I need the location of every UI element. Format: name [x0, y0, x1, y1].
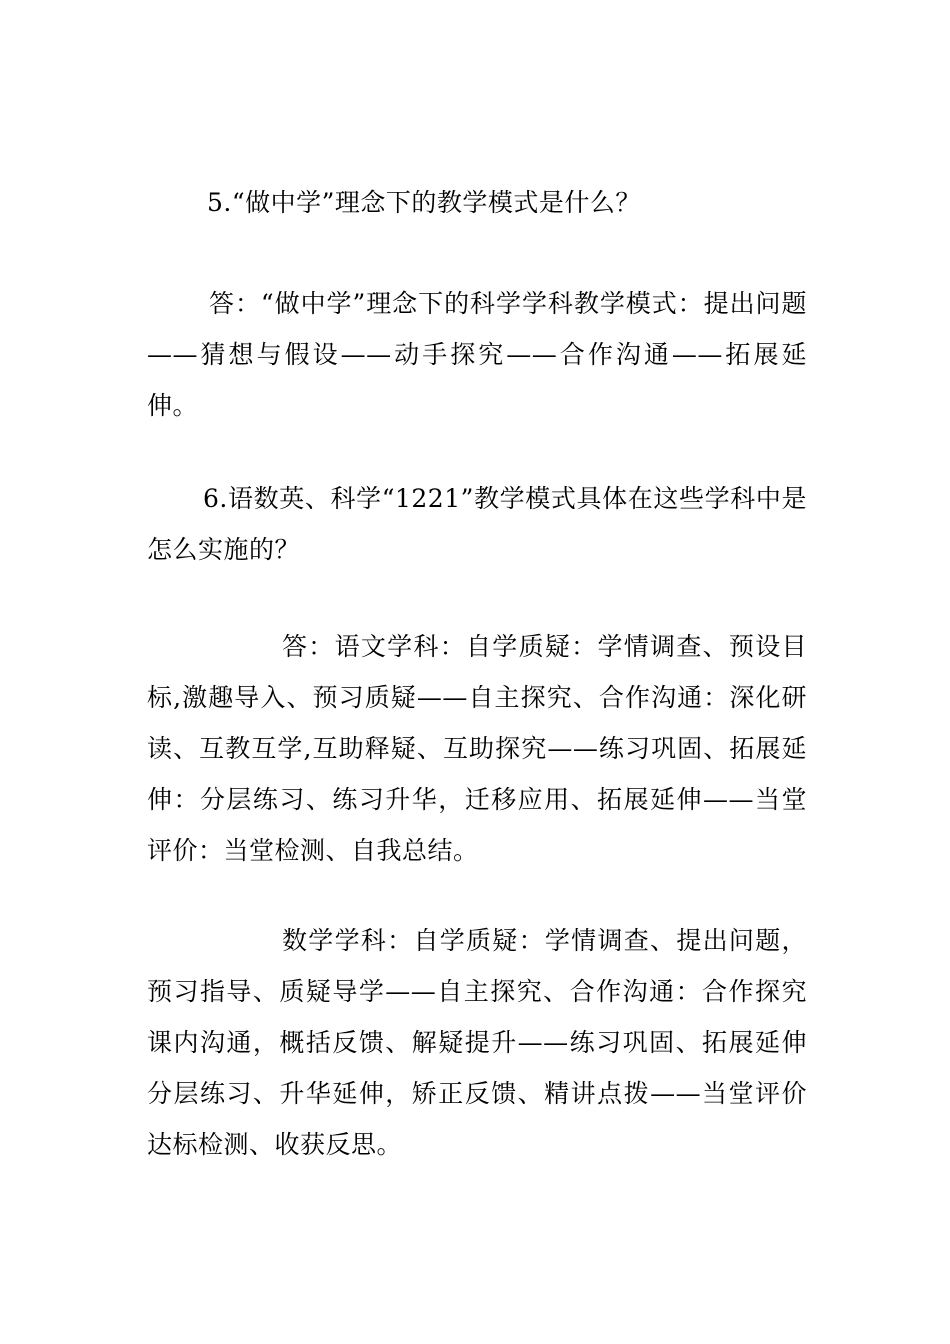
question-5: 5.“做中学”理念下的教学模式是什么？: [207, 188, 641, 217]
answer-6-math: 数学学科：自学质疑：学情调查、提出问题，预习指导、质疑导学——自主探究、合作沟通：合作探究课内沟通，概括反馈、解疑提升——练习巩固、拓展延伸分层练习、升华延伸，矫正反馈、精讲点拨——当堂评价达标检测、收获反思。: [147, 926, 807, 1159]
answer-5: 答：“做中学”理念下的科学学科教学模式：提出问题——猜想与假设——动手探究——合作沟通——拓展延伸。: [147, 289, 807, 420]
question-6: 6.语数英、科学“1221”教学模式具体在这些学科中是怎么实施的？: [147, 484, 807, 564]
answer-6-chinese: 答：语文学科：自学质疑：学情调查、预设目标,激趣导入、预习质疑——自主探究、合作沟通：深化研读、互教互学,互助释疑、互助探究——练习巩固、拓展延伸：分层练习、练习升华，迁移应用、拓展延伸——当堂评价：当堂检测、自我总结。: [147, 632, 807, 865]
